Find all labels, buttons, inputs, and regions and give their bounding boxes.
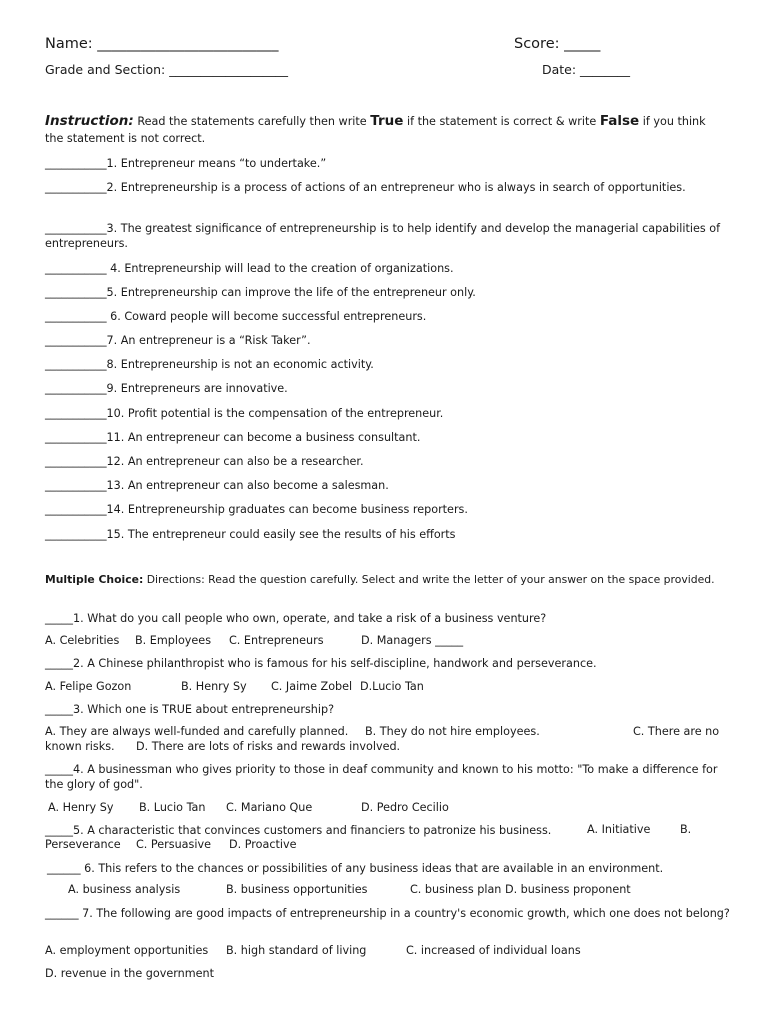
- q4-option-b: B. Lucio Tan: [139, 801, 206, 814]
- q3-option-a: A. They are always well-funded and carefully planned.: [45, 725, 349, 738]
- q6-option-c-d: C. business plan D. business proponent: [410, 883, 631, 896]
- mc-directions-text: Directions: Read the question carefully. Select and write the letter of your answer on the space provided.: [143, 573, 715, 586]
- mc-directions: [45, 572, 735, 587]
- tf-item-13: ___________13. An entrepreneur can also become a salesman.: [45, 479, 389, 492]
- q6-option-a: A. business analysis: [68, 883, 181, 896]
- grade-section-field-label: Grade and Section: ___________________: [45, 62, 288, 77]
- instruction-text-2: if the statement is correct & write: [403, 115, 600, 128]
- q7-option-a: A. employment opportunities: [45, 944, 209, 957]
- tf-item-9: ___________9. Entrepreneurs are innovative.: [45, 382, 288, 395]
- q6-option-b: B. business opportunities: [226, 883, 368, 896]
- q5-option-c: C. Persuasive: [136, 838, 211, 851]
- tf-item-15: ___________15. The entrepreneur could easily see the results of his efforts: [45, 528, 456, 541]
- tf-item-2: ___________2. Entrepreneurship is a process of actions of an entrepreneur who is always in search of opportunities.: [45, 181, 686, 194]
- tf-item-8: ___________8. Entrepreneurship is not an economic activity.: [45, 358, 374, 371]
- q3-option-b: B. They do not hire employees.: [365, 725, 540, 738]
- q3-option-d: D. There are lots of risks and rewards involved.: [136, 740, 401, 753]
- tf-item-7: ___________7. An entrepreneur is a “Risk Taker”.: [45, 334, 311, 347]
- q5-option-a: A. Initiative: [587, 823, 651, 836]
- q4-option-a: A. Henry Sy: [48, 801, 114, 814]
- tf-item-10: ___________10. Profit potential is the compensation of the entrepreneur.: [45, 407, 444, 420]
- mc-question-3: _____3. Which one is TRUE about entrepreneurship?: [45, 703, 335, 716]
- tf-item-12: ___________12. An entrepreneur can also be a researcher.: [45, 455, 364, 468]
- mc-question-7: ______ 7. The following are good impacts of entrepreneurship in a country's economic growth, which one does not belong?: [45, 907, 730, 920]
- q1-option-a: A. Celebrities: [45, 634, 120, 647]
- q1-option-d: D. Managers _____: [361, 634, 464, 647]
- mc-question-4: _____4. A businessman who gives priority to those in deaf community and known to his motto: "To make a difference for the glory of god".: [45, 763, 718, 791]
- name-field-label: Name: _________________________: [45, 36, 279, 52]
- q3-option-c: C. There are no: [633, 725, 720, 738]
- instruction-text-1: Read the statements carefully then write: [133, 115, 371, 128]
- tf-item-14: ___________14. Entrepreneurship graduates can become business reporters.: [45, 503, 468, 516]
- q2-option-c: C. Jaime Zobel: [271, 680, 353, 693]
- q2-option-a: A. Felipe Gozon: [45, 680, 132, 693]
- mc-question-5: _____5. A characteristic that convinces customers and financiers to patronize his business.: [45, 824, 552, 837]
- q2-option-b: B. Henry Sy: [181, 680, 247, 693]
- instruction-text-3: if you think the statement is not correct.: [45, 115, 706, 145]
- q7-option-b: B. high standard of living: [226, 944, 367, 957]
- q4-option-c: C. Mariano Que: [226, 801, 313, 814]
- tf-item-1: ___________1. Entrepreneur means “to undertake.”: [45, 157, 327, 170]
- q7-option-c: C. increased of individual loans: [406, 944, 581, 957]
- instruction-paragraph: [45, 113, 725, 147]
- q2-option-d: D.Lucio Tan: [360, 680, 424, 693]
- q7-option-d: D. revenue in the government: [45, 967, 214, 980]
- q5-option-b-cont: Perseverance: [45, 838, 121, 851]
- true-keyword: True: [370, 113, 404, 129]
- mc-question-1: _____1. What do you call people who own, operate, and take a risk of a business venture?: [45, 612, 547, 625]
- tf-item-4: ___________ 4. Entrepreneurship will lead to the creation of organizations.: [45, 262, 454, 275]
- q5-option-d: D. Proactive: [229, 838, 297, 851]
- score-field-label: Score: _____: [514, 36, 601, 52]
- mc-question-2: _____2. A Chinese philanthropist who is famous for his self-discipline, handwork and perseverance.: [45, 657, 597, 670]
- mc-label: Multiple Choice:: [45, 573, 144, 586]
- false-keyword: False: [599, 113, 640, 129]
- tf-item-5: ___________5. Entrepreneurship can improve the life of the entrepreneur only.: [45, 286, 476, 299]
- q5-option-b: B.: [680, 823, 692, 836]
- q3-option-c-cont: known risks.: [45, 740, 115, 753]
- tf-item-11: ___________11. An entrepreneur can become a business consultant.: [45, 431, 421, 444]
- q1-option-c: C. Entrepreneurs: [229, 634, 324, 647]
- date-field-label: Date: ________: [542, 62, 631, 77]
- tf-item-6: ___________ 6. Coward people will become successful entrepreneurs.: [45, 310, 427, 323]
- mc-question-6: ______ 6. This refers to the chances or possibilities of any business ideas that are available in an environment.: [47, 862, 664, 875]
- q1-option-b: B. Employees: [135, 634, 212, 647]
- instruction-label: Instruction:: [45, 113, 134, 129]
- tf-item-3: ___________3. The greatest significance of entrepreneurship is to help identify and develop the managerial capabilities of entrepreneurs.: [45, 222, 721, 250]
- q4-option-d: D. Pedro Cecilio: [361, 801, 449, 814]
